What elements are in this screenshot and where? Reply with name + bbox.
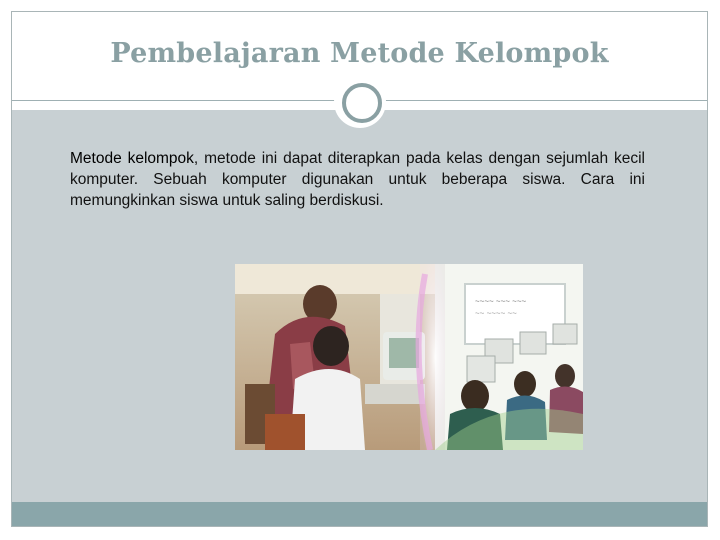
body-paragraph	[70, 148, 645, 211]
bottom-bar	[12, 502, 707, 526]
paragraph-text: , metode ini dapat diterapkan pada kelas dengan sejumlah kecil komputer. Sebuah komputer digunakan untuk beberapa siswa. Cara ini memungkinkan siswa untuk saling berdiskusi.	[70, 150, 645, 209]
svg-text:~~ ~~~~ ~~: ~~ ~~~~ ~~	[475, 309, 517, 318]
photo-illustration	[235, 264, 583, 450]
paragraph-term: Metode kelompok	[70, 150, 194, 167]
circle-ornament-icon	[342, 83, 382, 123]
svg-text:~~~~ ~~~ ~~~: ~~~~ ~~~ ~~~	[475, 297, 527, 306]
slide-title: Pembelajaran Metode Kelompok	[110, 38, 609, 69]
classroom-computer-photo	[235, 264, 583, 450]
